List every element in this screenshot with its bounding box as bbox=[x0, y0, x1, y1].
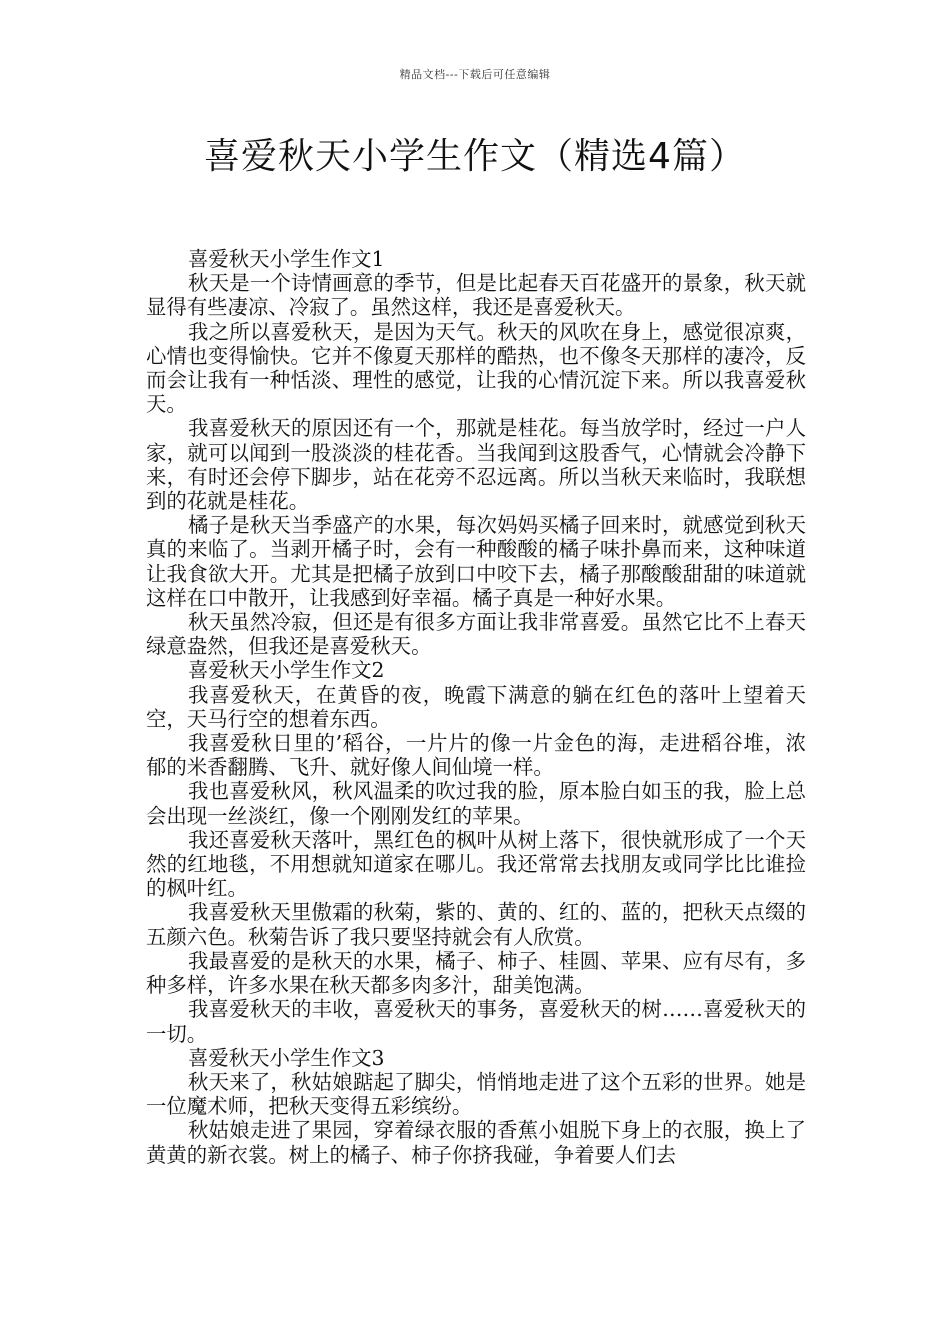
paragraph: 我喜爱秋天里傲霜的秋菊，紫的、黄的、红的、蓝的，把秋天点缀的五颜六色。秋菊告诉了我只要坚持就会有人欣赏。 bbox=[146, 900, 806, 949]
essay-heading-2: 喜爱秋天小学生作文2 bbox=[188, 658, 385, 683]
essay-heading-3: 喜爱秋天小学生作文3 bbox=[188, 1045, 385, 1070]
paragraph: 橘子是秋天当季盛产的水果，每次妈妈买橘子回来时，就感觉到秋天真的来临了。当剥开橘子时，会有一种酸酸的橘子味扑鼻而来，这种味道让我食欲大开。尤其是把橘子放到口中咬下去，橘子那酸酸甜甜的味道就这样在口中散开，让我感到好幸福。橘子真是一种好水果。 bbox=[146, 513, 806, 610]
paragraph: 我还喜爱秋天落叶，黑红色的枫叶从树上落下，很快就形成了一个天然的红地毯，不用想就知道家在哪儿。我还常常去找朋友或同学比比谁捡的枫叶红。 bbox=[146, 827, 806, 901]
paragraph: 秋天是一个诗情画意的季节，但是比起春天百花盛开的景象，秋天就显得有些凄凉、冷寂了。虽然这样，我还是喜爱秋天。 bbox=[146, 271, 806, 320]
header-note: 精品文档---下载后可任意编辑 bbox=[399, 68, 551, 81]
paragraph: 秋天虽然冷寂，但还是有很多方面让我非常喜爱。虽然它比不上春天绿意盎然，但我还是喜爱秋天。 bbox=[146, 610, 806, 659]
paragraph: 秋天来了，秋姑娘踮起了脚尖，悄悄地走进了这个五彩的世界。她是一位魔术师，把秋天变得五彩缤纷。 bbox=[146, 1069, 806, 1119]
paragraph: 我最喜爱的是秋天的水果，橘子、柿子、桂圆、苹果、应有尽有，多种多样，许多水果在秋天都多肉多汁，甜美饱满。 bbox=[146, 948, 806, 998]
paragraph: 我喜爱秋日里的’稻谷，一片片的像一片金色的海，走进稻谷堆，浓郁的米香翻腾、飞升、就好像人间仙境一样。 bbox=[146, 731, 806, 780]
paragraph: 我喜爱秋天的原因还有一个，那就是桂花。每当放学时，经过一户人家，就可以闻到一股淡淡的桂花香。当我闻到这股香气，心情就会冷静下来，有时还会停下脚步，站在花旁不忍远离。所以当秋天来临时，我联想到的花就是桂花。 bbox=[146, 416, 806, 514]
paragraph: 我也喜爱秋风，秋风温柔的吹过我的脸，原本脸白如玉的我，脸上总会出现一丝淡红，像一个刚刚发红的苹果。 bbox=[146, 779, 806, 828]
essay-heading-1: 喜爱秋天小学生作文1 bbox=[188, 247, 385, 271]
paragraph: 我喜爱秋天，在黄昏的夜，晚霞下满意的躺在红色的落叶上望着天空，天马行空的想着东西。 bbox=[146, 682, 806, 731]
paragraph: 秋姑娘走进了果园，穿着绿衣服的香蕉小姐脱下身上的衣服，换上了黄黄的新衣裳。树上的橘子、柿子你挤我碰，争着要人们去 bbox=[146, 1118, 806, 1167]
paragraph: 我之所以喜爱秋天，是因为天气。秋天的风吹在身上，感觉很凉爽，心情也变得愉快。它并不像夏天那样的酷热，也不像冬天那样的凄冷，反而会让我有一种恬淡、理性的感觉，让我的心情沉淀下来。所以我喜爱秋天。 bbox=[146, 319, 806, 417]
document-title: 喜爱秋天小学生作文（精选4篇） bbox=[204, 136, 746, 177]
document-body bbox=[146, 247, 806, 1167]
paragraph: 我喜爱秋天的丰收，喜爱秋天的事务，喜爱秋天的树……喜爱秋天的一切。 bbox=[146, 997, 806, 1046]
